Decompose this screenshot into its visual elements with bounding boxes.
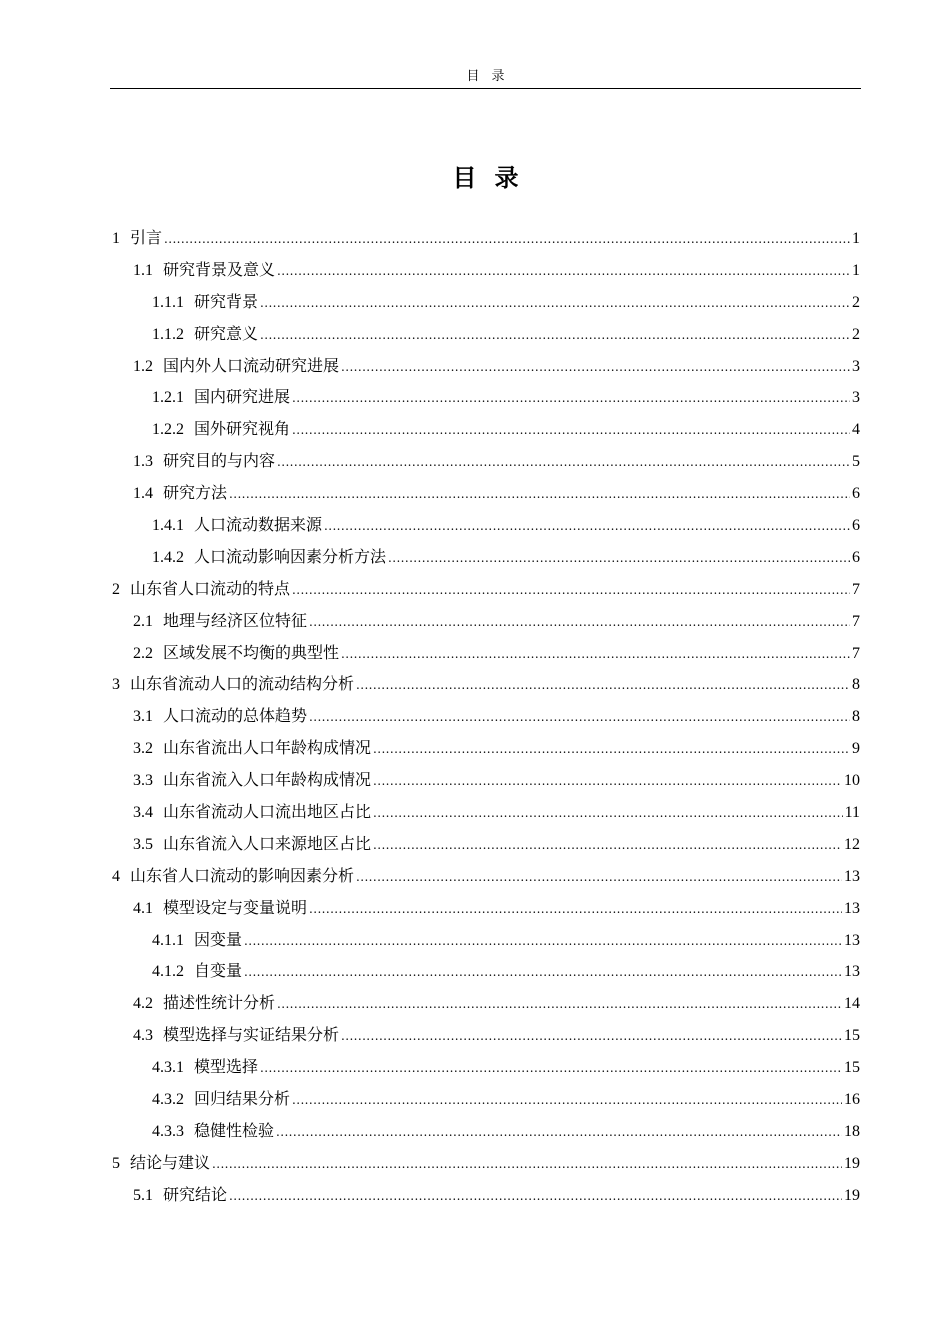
toc-entry-title: 山东省流出人口年龄构成情况 [163, 738, 372, 758]
toc-entry-number: 4.1.1 [152, 931, 184, 949]
toc-dot-leader [373, 830, 842, 862]
toc-entry-number: 4.3.1 [152, 1059, 184, 1077]
toc-page-number: 3 [852, 357, 860, 375]
toc-entry[interactable] [112, 350, 860, 382]
toc-entry[interactable] [112, 1179, 860, 1211]
toc-entry-number: 1.2.2 [152, 421, 184, 439]
toc-entry[interactable] [112, 222, 860, 254]
toc-entry-title: 国内研究进展 [194, 387, 291, 407]
toc-entry[interactable] [112, 286, 860, 318]
toc-entry-number: 4 [112, 867, 120, 885]
toc-entry[interactable] [112, 573, 860, 605]
toc-dot-leader [276, 1117, 842, 1149]
toc-entry-number: 1.2.1 [152, 389, 184, 407]
toc-entry-title: 因变量 [194, 929, 243, 949]
toc-entry[interactable] [112, 987, 860, 1019]
toc-entry-title: 研究方法 [163, 483, 228, 503]
toc-dot-leader [229, 1181, 842, 1213]
toc-entry-title: 结论与建议 [130, 1152, 211, 1172]
toc-page-number: 13 [844, 931, 860, 949]
toc-page-number: 2 [852, 293, 860, 311]
toc-entry-number: 1.1 [133, 261, 153, 279]
header-rule [110, 88, 861, 89]
toc-entry-title: 山东省流动人口流出地区占比 [163, 802, 372, 822]
toc-dot-leader [260, 1053, 842, 1085]
toc-entry-number: 2.1 [133, 612, 153, 630]
toc-page-number: 6 [852, 517, 860, 535]
toc-dot-leader [356, 862, 842, 894]
toc-entry[interactable] [112, 796, 860, 828]
toc-entry-number: 4.1 [133, 899, 153, 917]
toc-dot-leader [324, 511, 850, 543]
toc-dot-leader [292, 1085, 842, 1117]
toc-entry-number: 1 [112, 230, 120, 247]
toc-page-number: 6 [852, 548, 860, 566]
toc-entry-title: 山东省流动人口的流动结构分析 [130, 674, 355, 694]
toc-entry[interactable] [112, 477, 860, 509]
toc-entry[interactable] [112, 1019, 860, 1051]
toc-entry-title: 区域发展不均衡的典型性 [163, 642, 340, 662]
toc-page-number: 10 [844, 772, 860, 790]
toc-entry-title: 人口流动影响因素分析方法 [194, 546, 387, 566]
toc-entry-number: 1.4.1 [152, 517, 184, 535]
toc-entry[interactable] [112, 1115, 860, 1147]
toc-entry[interactable] [112, 541, 860, 573]
toc-page-number: 15 [844, 1059, 860, 1077]
toc-dot-leader [309, 702, 850, 734]
toc-page-number: 4 [852, 421, 860, 439]
toc-dot-leader [244, 926, 842, 958]
toc-entry[interactable] [112, 445, 860, 477]
toc-dot-leader [373, 766, 842, 798]
toc-entry-title: 山东省流入人口来源地区占比 [163, 833, 372, 853]
toc-entry[interactable] [112, 605, 860, 637]
toc-dot-leader [229, 479, 850, 511]
toc-entry-title: 研究意义 [194, 323, 259, 343]
toc-dot-leader [292, 575, 850, 607]
toc-page-number: 13 [844, 867, 860, 885]
toc-page-number: 5 [852, 453, 860, 471]
toc-dot-leader [260, 288, 850, 320]
toc-page-number: 7 [852, 644, 860, 662]
toc-entry-number: 1.1.2 [152, 325, 184, 343]
toc-page-number: 8 [852, 676, 860, 694]
toc-entry[interactable] [112, 924, 860, 956]
toc-entry-title: 研究目的与内容 [163, 451, 276, 471]
toc-page-number: 16 [844, 1091, 860, 1109]
toc-entry-title: 研究背景 [194, 291, 259, 311]
toc-entry-title: 国外研究视角 [194, 419, 291, 439]
toc-entry[interactable] [112, 1083, 860, 1115]
toc-entry-title: 模型设定与变量说明 [163, 897, 308, 917]
toc-entry-title: 模型选择与实证结果分析 [163, 1025, 340, 1045]
toc-dot-leader [260, 320, 850, 352]
toc-page-number: 9 [852, 740, 860, 758]
toc-entry-title: 研究背景及意义 [163, 259, 276, 279]
toc-entry[interactable] [112, 254, 860, 286]
toc-entry-title: 国内外人口流动研究进展 [163, 355, 340, 375]
toc-entry[interactable] [112, 732, 860, 764]
toc-entry-number: 4.3 [133, 1027, 153, 1045]
toc-entry[interactable] [112, 318, 860, 350]
toc-entry-number: 4.1.2 [152, 963, 184, 981]
toc-dot-leader [373, 734, 850, 766]
toc-entry[interactable] [112, 700, 860, 732]
toc-entry-title: 引言 [130, 228, 163, 247]
toc-dot-leader [212, 1149, 842, 1181]
toc-entry[interactable] [112, 509, 860, 541]
toc-page-number: 13 [844, 963, 860, 981]
toc-entry-number: 3 [112, 676, 120, 694]
toc-entry[interactable] [112, 955, 860, 987]
toc-entry-title: 人口流动数据来源 [194, 515, 323, 535]
toc-page-number: 12 [844, 835, 860, 853]
toc-page-number: 1 [852, 230, 860, 247]
toc-dot-leader [373, 798, 843, 830]
toc-dot-leader [292, 415, 850, 447]
toc-dot-leader [341, 639, 850, 671]
toc-page-number: 2 [852, 325, 860, 343]
toc-entry-title: 模型选择 [194, 1057, 259, 1077]
toc-entry[interactable] [112, 764, 860, 796]
toc-entry-number: 4.3.3 [152, 1122, 184, 1140]
toc-entry-number: 5 [112, 1154, 120, 1172]
toc-dot-leader [277, 256, 850, 288]
toc-page-number: 1 [852, 261, 860, 279]
toc-entry-number: 1.3 [133, 453, 153, 471]
toc-dot-leader [277, 989, 842, 1021]
toc-entry-number: 1.2 [133, 357, 153, 375]
toc-entry-number: 1.4 [133, 485, 153, 503]
toc-entry-number: 5.1 [133, 1186, 153, 1204]
toc-entry-title: 山东省人口流动的特点 [130, 578, 291, 598]
toc-page-number: 14 [844, 995, 860, 1013]
toc-entry-title: 地理与经济区位特征 [163, 610, 308, 630]
toc-dot-leader [244, 957, 842, 989]
toc-entry-title: 山东省流入人口年龄构成情况 [163, 770, 372, 790]
toc-dot-leader [341, 1021, 842, 1053]
toc-entry[interactable] [112, 1051, 860, 1083]
toc-page-number: 7 [852, 580, 860, 598]
toc-dot-leader [277, 447, 850, 479]
toc-entry[interactable] [112, 1147, 860, 1179]
toc-page-number: 8 [852, 708, 860, 726]
toc-entry-title: 描述性统计分析 [163, 993, 276, 1013]
toc-page-number: 11 [844, 804, 860, 822]
toc-entry-title: 人口流动的总体趋势 [163, 706, 308, 726]
toc-entry[interactable] [112, 860, 860, 892]
toc-entry-number: 2 [112, 580, 120, 598]
toc-dot-leader [309, 607, 850, 639]
toc-entry-title: 研究结论 [163, 1184, 228, 1204]
toc-title: 目录 [452, 164, 537, 192]
toc-entry-number: 3.2 [133, 740, 153, 758]
toc-page-number: 15 [844, 1027, 860, 1045]
toc-entry-number: 3.3 [133, 772, 153, 790]
toc-page-number: 19 [844, 1154, 860, 1172]
toc-page-number: 3 [852, 389, 860, 407]
toc-entry-title: 自变量 [194, 961, 243, 981]
toc-page-number: 13 [844, 899, 860, 917]
running-header: 目录 [466, 69, 517, 84]
toc-entry[interactable] [112, 413, 860, 445]
toc-entry-number: 3.5 [133, 835, 153, 853]
toc-page-number: 19 [844, 1186, 860, 1204]
toc-entry[interactable] [112, 828, 860, 860]
toc-entry[interactable] [112, 637, 860, 669]
toc-entry-number: 1.1.1 [152, 293, 184, 311]
toc-page-number: 7 [852, 612, 860, 630]
toc-dot-leader [164, 224, 850, 256]
toc-dot-leader [356, 670, 850, 702]
toc-entry-number: 1.4.2 [152, 548, 184, 566]
toc-entry[interactable] [112, 892, 860, 924]
toc-entry-title: 稳健性检验 [194, 1120, 275, 1140]
toc-entry[interactable] [112, 668, 860, 700]
toc-entry-number: 3.4 [133, 804, 153, 822]
toc-entry[interactable] [112, 381, 860, 413]
toc-entry-number: 4.2 [133, 995, 153, 1013]
toc-dot-leader [309, 894, 842, 926]
toc-entry-number: 2.2 [133, 644, 153, 662]
toc-dot-leader [388, 543, 850, 575]
toc-dot-leader [292, 383, 850, 415]
toc-entry-number: 3.1 [133, 708, 153, 726]
toc-entry-title: 回归结果分析 [194, 1089, 291, 1109]
toc-page-number: 6 [852, 485, 860, 503]
table-of-contents [112, 222, 860, 1211]
toc-dot-leader [341, 352, 850, 384]
toc-page-number: 18 [844, 1122, 860, 1140]
toc-entry-title: 山东省人口流动的影响因素分析 [130, 865, 355, 885]
toc-entry-number: 4.3.2 [152, 1091, 184, 1109]
